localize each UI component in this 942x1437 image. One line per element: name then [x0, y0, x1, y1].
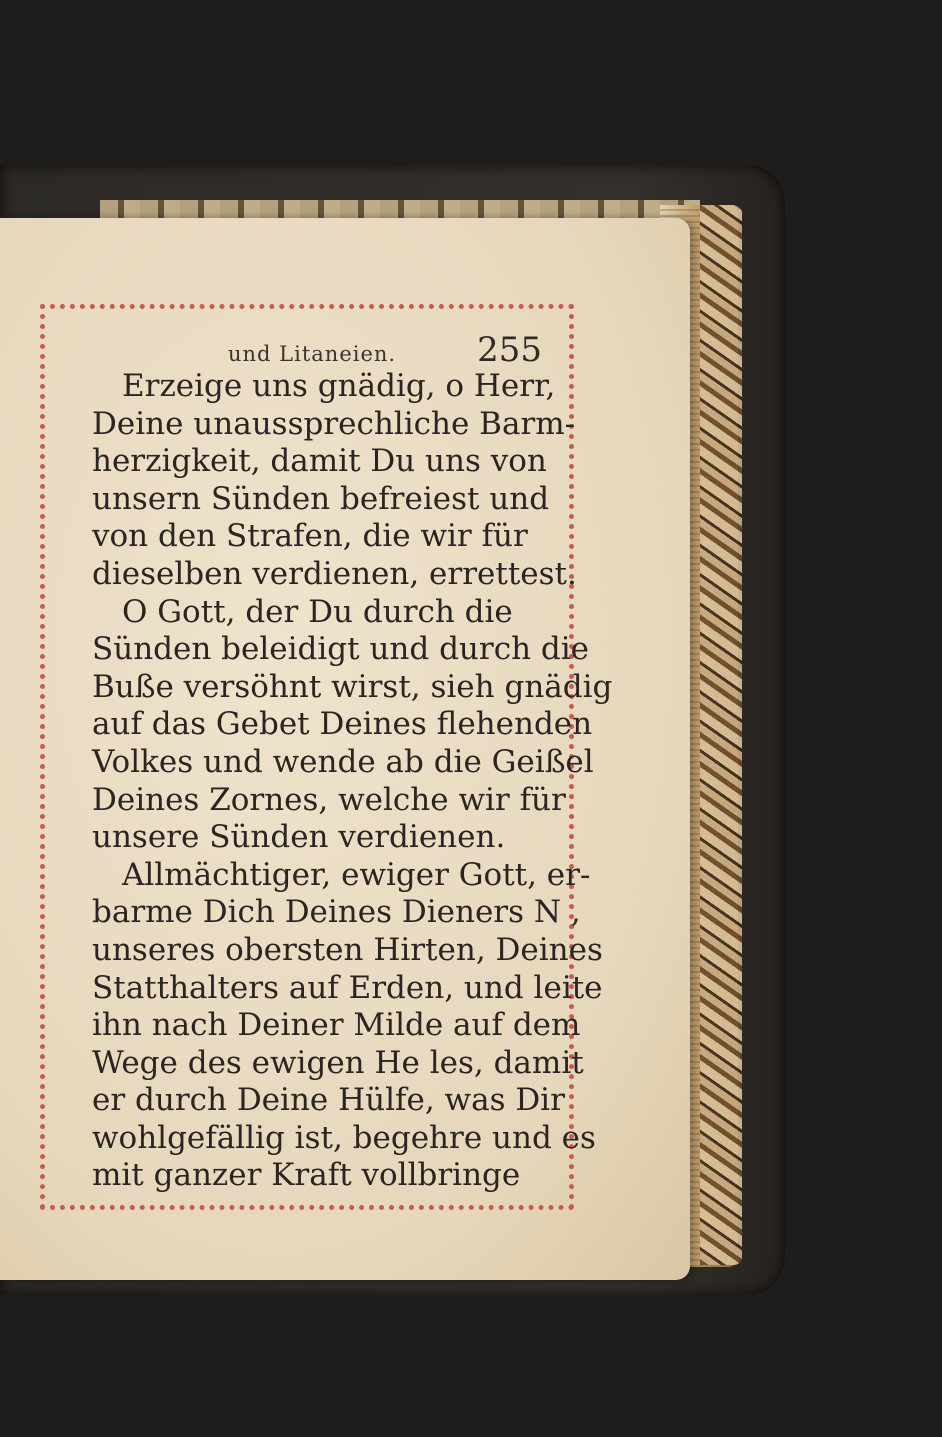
body-text	[92, 368, 613, 1195]
text-line: von den Strafen, die wir für	[92, 518, 528, 555]
running-head: und Litaneien.	[228, 342, 397, 366]
page-number: 255	[477, 330, 542, 370]
text-line: unsere Sünden verdienen.	[92, 819, 506, 856]
text-line: ihn nach Deiner Milde auf dem	[92, 1007, 581, 1044]
text-line: dieselben verdienen, errettest.	[92, 555, 577, 592]
text-line: er durch Deine Hülfe, was Dir	[92, 1082, 565, 1119]
text-line: Allmächtiger, ewiger Gott, er-	[122, 856, 591, 893]
text-line: Sünden beleidigt und durch die	[92, 631, 589, 668]
book-page	[0, 218, 690, 1280]
text-line: Deine unaussprechliche Barm-	[92, 405, 576, 442]
text-line: unsern Sünden befreiest und	[92, 480, 550, 517]
text-line: barme Dich Deines Dieners N ,	[92, 894, 581, 931]
text-line: Buße versöhnt wirst, sieh gnädig	[92, 668, 613, 705]
text-line: mit ganzer Kraft vollbringe	[92, 1157, 521, 1194]
text-line: unseres obersten Hirten, Deines	[92, 931, 603, 968]
marbled-edge	[700, 205, 742, 1265]
text-line: Volkes und wende ab die Geißel	[92, 743, 594, 780]
text-line: O Gott, der Du durch die	[122, 593, 513, 630]
text-line: wohlgefällig ist, begehre und es	[92, 1119, 596, 1156]
text-line: auf das Gebet Deines flehenden	[92, 706, 593, 743]
page-header	[228, 330, 548, 370]
text-line: Deines Zornes, welche wir für	[92, 781, 566, 818]
text-line: Statthalters auf Erden, und leite	[92, 969, 603, 1006]
text-line: Wege des ewigen He les, damit	[92, 1044, 584, 1081]
text-line: herzigkeit, damit Du uns von	[92, 443, 547, 480]
text-line: Erzeige uns gnädig, o Herr,	[122, 368, 556, 404]
